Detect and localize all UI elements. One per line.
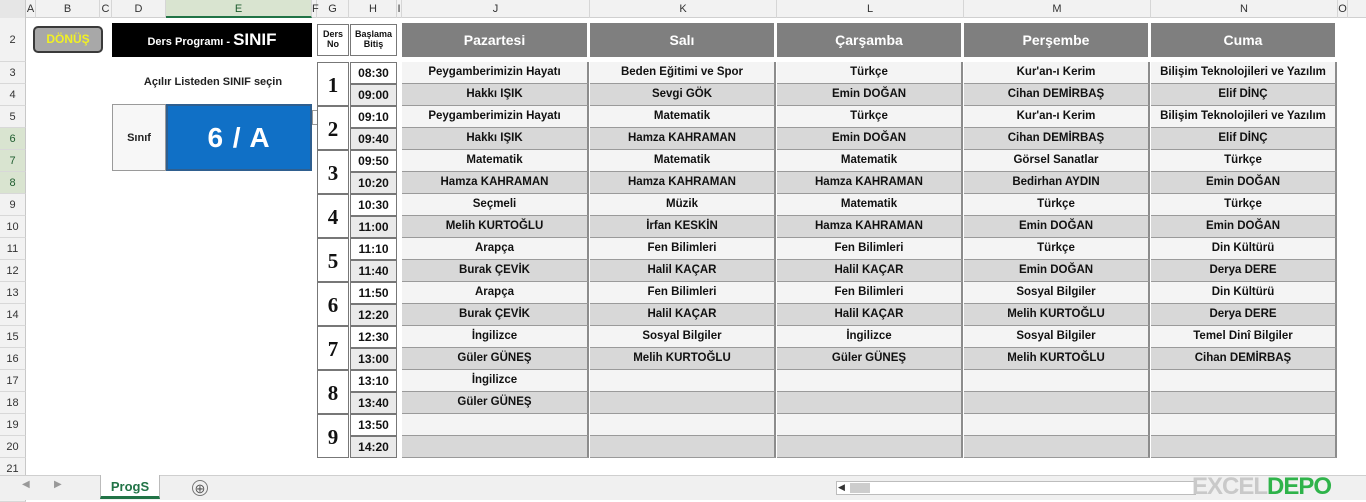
teacher-cell[interactable]: Derya DERE: [1151, 260, 1337, 282]
lesson-number: 9: [317, 414, 349, 458]
scrollbar-thumb[interactable]: [850, 483, 870, 493]
row-header-15[interactable]: 15: [0, 326, 26, 348]
teacher-cell[interactable]: [590, 436, 776, 458]
time-header-line2: Bitiş: [363, 39, 384, 49]
teacher-cell[interactable]: Cihan DEMİRBAŞ: [1151, 348, 1337, 370]
subject-cell[interactable]: [402, 414, 589, 436]
subject-cell[interactable]: [590, 370, 776, 392]
start-time: 09:50: [350, 150, 397, 172]
teacher-cell[interactable]: Sevgi GÖK: [590, 84, 776, 106]
teacher-cell[interactable]: [777, 436, 963, 458]
subject-cell[interactable]: Arapça: [402, 282, 589, 304]
teacher-cell[interactable]: Güler GÜNEŞ: [402, 392, 589, 414]
row-header-19[interactable]: 19: [0, 414, 26, 436]
donus-button[interactable]: DÖNÜŞ: [33, 26, 103, 53]
teacher-cell[interactable]: Güler GÜNEŞ: [402, 348, 589, 370]
row-header-14[interactable]: 14: [0, 304, 26, 326]
start-time: 13:50: [350, 414, 397, 436]
end-time: 12:20: [350, 304, 397, 326]
row-header-16[interactable]: 16: [0, 348, 26, 370]
teacher-cell[interactable]: Hakkı IŞIK: [402, 84, 589, 106]
row-header-6[interactable]: 6: [0, 128, 26, 150]
subject-cell[interactable]: İngilizce: [777, 326, 963, 348]
sheet-tab-progs[interactable]: ProgS: [100, 475, 160, 499]
subject-cell[interactable]: Fen Bilimleri: [777, 238, 963, 260]
start-time: 12:30: [350, 326, 397, 348]
subject-cell[interactable]: Fen Bilimleri: [777, 282, 963, 304]
lesson-number: 5: [317, 238, 349, 282]
subject-cell[interactable]: İngilizce: [402, 326, 589, 348]
start-time: 08:30: [350, 62, 397, 84]
subject-cell[interactable]: [1151, 370, 1337, 392]
row-header-17[interactable]: 17: [0, 370, 26, 392]
row-header-4[interactable]: 4: [0, 84, 26, 106]
subject-cell[interactable]: [1151, 414, 1337, 436]
start-time: 13:10: [350, 370, 397, 392]
row-header-21[interactable]: 21: [0, 458, 26, 480]
subject-cell[interactable]: [590, 414, 776, 436]
teacher-cell[interactable]: Hamza KAHRAMAN: [777, 216, 963, 238]
end-time: 10:20: [350, 172, 397, 194]
row-header-11[interactable]: 11: [0, 238, 26, 260]
teacher-cell[interactable]: İrfan KESKİN: [590, 216, 776, 238]
instruction-text: Açılır Listeden SINIF seçin: [143, 76, 283, 88]
day-header-2: Salı: [590, 23, 776, 57]
teacher-cell[interactable]: Hakkı IŞIK: [402, 128, 589, 150]
teacher-cell[interactable]: Elif DİNÇ: [1151, 128, 1337, 150]
teacher-cell[interactable]: Melih KURTOĞLU: [964, 348, 1150, 370]
teacher-cell[interactable]: Hamza KAHRAMAN: [402, 172, 589, 194]
subject-cell[interactable]: Türkçe: [777, 106, 963, 128]
subject-cell[interactable]: [777, 414, 963, 436]
teacher-cell[interactable]: Emin DOĞAN: [964, 216, 1150, 238]
teacher-cell[interactable]: Elif DİNÇ: [1151, 84, 1337, 106]
program-title: [112, 23, 312, 57]
subject-cell[interactable]: Müzik: [590, 194, 776, 216]
teacher-cell[interactable]: Hamza KAHRAMAN: [590, 172, 776, 194]
column-header-g[interactable]: G: [317, 0, 349, 18]
subject-cell[interactable]: [964, 414, 1150, 436]
teacher-cell[interactable]: Hamza KAHRAMAN: [777, 172, 963, 194]
row-header-3[interactable]: 3: [0, 62, 26, 84]
row-header-8[interactable]: 8: [0, 172, 26, 194]
program-title-main: SINIF: [233, 30, 277, 49]
row-header-12[interactable]: 12: [0, 260, 26, 282]
column-header-k[interactable]: K: [590, 0, 777, 18]
day-header-3: Çarşamba: [777, 23, 963, 57]
teacher-cell[interactable]: Emin DOĞAN: [964, 260, 1150, 282]
teacher-cell[interactable]: Cihan DEMİRBAŞ: [964, 128, 1150, 150]
subject-cell[interactable]: Arapça: [402, 238, 589, 260]
teacher-cell[interactable]: [964, 436, 1150, 458]
column-header-m[interactable]: M: [964, 0, 1151, 18]
lesson-number: 4: [317, 194, 349, 238]
subject-cell[interactable]: Temel Dinî Bilgiler: [1151, 326, 1337, 348]
teacher-cell[interactable]: Emin DOĞAN: [1151, 216, 1337, 238]
lesson-number: 7: [317, 326, 349, 370]
column-header-o[interactable]: O: [1338, 0, 1348, 18]
start-time: 11:10: [350, 238, 397, 260]
subject-cell[interactable]: Din Kültürü: [1151, 282, 1337, 304]
subject-cell[interactable]: Matematik: [590, 150, 776, 172]
end-time: 13:00: [350, 348, 397, 370]
subject-cell[interactable]: [964, 370, 1150, 392]
subject-cell[interactable]: Türkçe: [777, 62, 963, 84]
lesson-number: 8: [317, 370, 349, 414]
subject-cell[interactable]: Beden Eğitimi ve Spor: [590, 62, 776, 84]
teacher-cell[interactable]: Halil KAÇAR: [590, 304, 776, 326]
subject-cell[interactable]: [777, 370, 963, 392]
row-header-10[interactable]: 10: [0, 216, 26, 238]
teacher-cell[interactable]: Halil KAÇAR: [590, 260, 776, 282]
teacher-cell[interactable]: Burak ÇEVİK: [402, 260, 589, 282]
horizontal-scrollbar[interactable]: [836, 481, 1196, 495]
subject-cell[interactable]: Matematik: [777, 150, 963, 172]
teacher-cell[interactable]: Bedirhan AYDIN: [964, 172, 1150, 194]
subject-cell[interactable]: Matematik: [402, 150, 589, 172]
column-header-i[interactable]: I: [397, 0, 402, 18]
lesson-number: 3: [317, 150, 349, 194]
subject-cell[interactable]: İngilizce: [402, 370, 589, 392]
day-header-1: Pazartesi: [402, 23, 589, 57]
column-header-f[interactable]: F: [312, 0, 317, 18]
teacher-cell[interactable]: Emin DOĞAN: [777, 128, 963, 150]
subject-cell[interactable]: Sosyal Bilgiler: [964, 326, 1150, 348]
ders-no-header-line1: Ders: [322, 29, 343, 39]
end-time: 14:20: [350, 436, 397, 458]
sheet-nav-right-icon[interactable]: ▶: [54, 479, 62, 490]
teacher-cell[interactable]: [1151, 392, 1337, 414]
row-header-9[interactable]: 9: [0, 194, 26, 216]
teacher-cell[interactable]: [1151, 436, 1337, 458]
sinif-select-cell[interactable]: 6 / A: [166, 104, 312, 171]
subject-cell[interactable]: Peygamberimizin Hayatı: [402, 62, 589, 84]
subject-cell[interactable]: Türkçe: [964, 194, 1150, 216]
teacher-cell[interactable]: [777, 392, 963, 414]
column-header-e[interactable]: E: [166, 0, 312, 18]
ders-no-header: [317, 24, 349, 56]
watermark-logo: [1192, 473, 1331, 501]
column-header-b[interactable]: B: [36, 0, 100, 18]
lesson-number: 6: [317, 282, 349, 326]
subject-cell[interactable]: Sosyal Bilgiler: [590, 326, 776, 348]
teacher-cell[interactable]: Melih KURTOĞLU: [402, 216, 589, 238]
teacher-cell[interactable]: Melih KURTOĞLU: [964, 304, 1150, 326]
subject-cell[interactable]: Kur'an-ı Kerim: [964, 62, 1150, 84]
subject-cell[interactable]: Matematik: [590, 106, 776, 128]
subject-cell[interactable]: Fen Bilimleri: [590, 238, 776, 260]
add-sheet-icon[interactable]: ⊕: [192, 480, 208, 496]
subject-cell[interactable]: Kur'an-ı Kerim: [964, 106, 1150, 128]
teacher-cell[interactable]: Cihan DEMİRBAŞ: [964, 84, 1150, 106]
program-title-prefix: Ders Programı -: [147, 36, 234, 48]
end-time: 11:00: [350, 216, 397, 238]
sinif-label: Sınıf: [112, 104, 166, 171]
teacher-cell[interactable]: Emin DOĞAN: [777, 84, 963, 106]
teacher-cell[interactable]: Hamza KAHRAMAN: [590, 128, 776, 150]
subject-cell[interactable]: Fen Bilimleri: [590, 282, 776, 304]
row-header-20[interactable]: 20: [0, 436, 26, 458]
select-all-corner[interactable]: [0, 0, 26, 18]
teacher-cell[interactable]: [402, 436, 589, 458]
day-header-5: Cuma: [1151, 23, 1337, 57]
subject-cell[interactable]: Türkçe: [1151, 150, 1337, 172]
start-time: 09:10: [350, 106, 397, 128]
end-time: 09:00: [350, 84, 397, 106]
teacher-cell[interactable]: Burak ÇEVİK: [402, 304, 589, 326]
time-header-line1: Başlama: [354, 29, 393, 39]
end-time: 11:40: [350, 260, 397, 282]
sheet-nav-left-icon[interactable]: ◀: [22, 479, 30, 490]
column-header-a[interactable]: A: [26, 0, 36, 18]
subject-cell[interactable]: Türkçe: [1151, 194, 1337, 216]
column-header-l[interactable]: L: [777, 0, 964, 18]
row-header-7[interactable]: 7: [0, 150, 26, 172]
column-header-j[interactable]: J: [402, 0, 590, 18]
subject-cell[interactable]: Bilişim Teknolojileri ve Yazılım: [1151, 106, 1337, 128]
teacher-cell[interactable]: Halil KAÇAR: [777, 260, 963, 282]
subject-cell[interactable]: Türkçe: [964, 238, 1150, 260]
start-time: 11:50: [350, 282, 397, 304]
row-header-2[interactable]: 2: [0, 18, 26, 62]
row-header-18[interactable]: 18: [0, 392, 26, 414]
watermark-part1: EXCEL: [1192, 473, 1268, 500]
ders-no-header-line2: No: [327, 39, 339, 49]
subject-cell[interactable]: Matematik: [777, 194, 963, 216]
row-header-5[interactable]: 5: [0, 106, 26, 128]
teacher-cell[interactable]: Emin DOĞAN: [1151, 172, 1337, 194]
teacher-cell[interactable]: Derya DERE: [1151, 304, 1337, 326]
column-header-h[interactable]: H: [350, 0, 397, 18]
subject-cell[interactable]: Peygamberimizin Hayatı: [402, 106, 589, 128]
start-time: 10:30: [350, 194, 397, 216]
subject-cell[interactable]: Sosyal Bilgiler: [964, 282, 1150, 304]
time-header: [350, 24, 397, 56]
subject-cell[interactable]: Bilişim Teknolojileri ve Yazılım: [1151, 62, 1337, 84]
subject-cell[interactable]: Seçmeli: [402, 194, 589, 216]
end-time: 09:40: [350, 128, 397, 150]
row-header-13[interactable]: 13: [0, 282, 26, 304]
teacher-cell[interactable]: [590, 392, 776, 414]
subject-cell[interactable]: Din Kültürü: [1151, 238, 1337, 260]
column-header-n[interactable]: N: [1151, 0, 1338, 18]
watermark-part2: DEPO: [1267, 473, 1332, 500]
day-header-4: Perşembe: [964, 23, 1150, 57]
scroll-left-icon[interactable]: ◀: [838, 482, 845, 492]
subject-cell[interactable]: Görsel Sanatlar: [964, 150, 1150, 172]
end-time: 13:40: [350, 392, 397, 414]
teacher-cell[interactable]: Halil KAÇAR: [777, 304, 963, 326]
lesson-number: 2: [317, 106, 349, 150]
column-header-c[interactable]: C: [100, 0, 112, 18]
teacher-cell[interactable]: Güler GÜNEŞ: [777, 348, 963, 370]
teacher-cell[interactable]: [964, 392, 1150, 414]
teacher-cell[interactable]: Melih KURTOĞLU: [590, 348, 776, 370]
lesson-number: 1: [317, 62, 349, 106]
column-header-d[interactable]: D: [112, 0, 166, 18]
